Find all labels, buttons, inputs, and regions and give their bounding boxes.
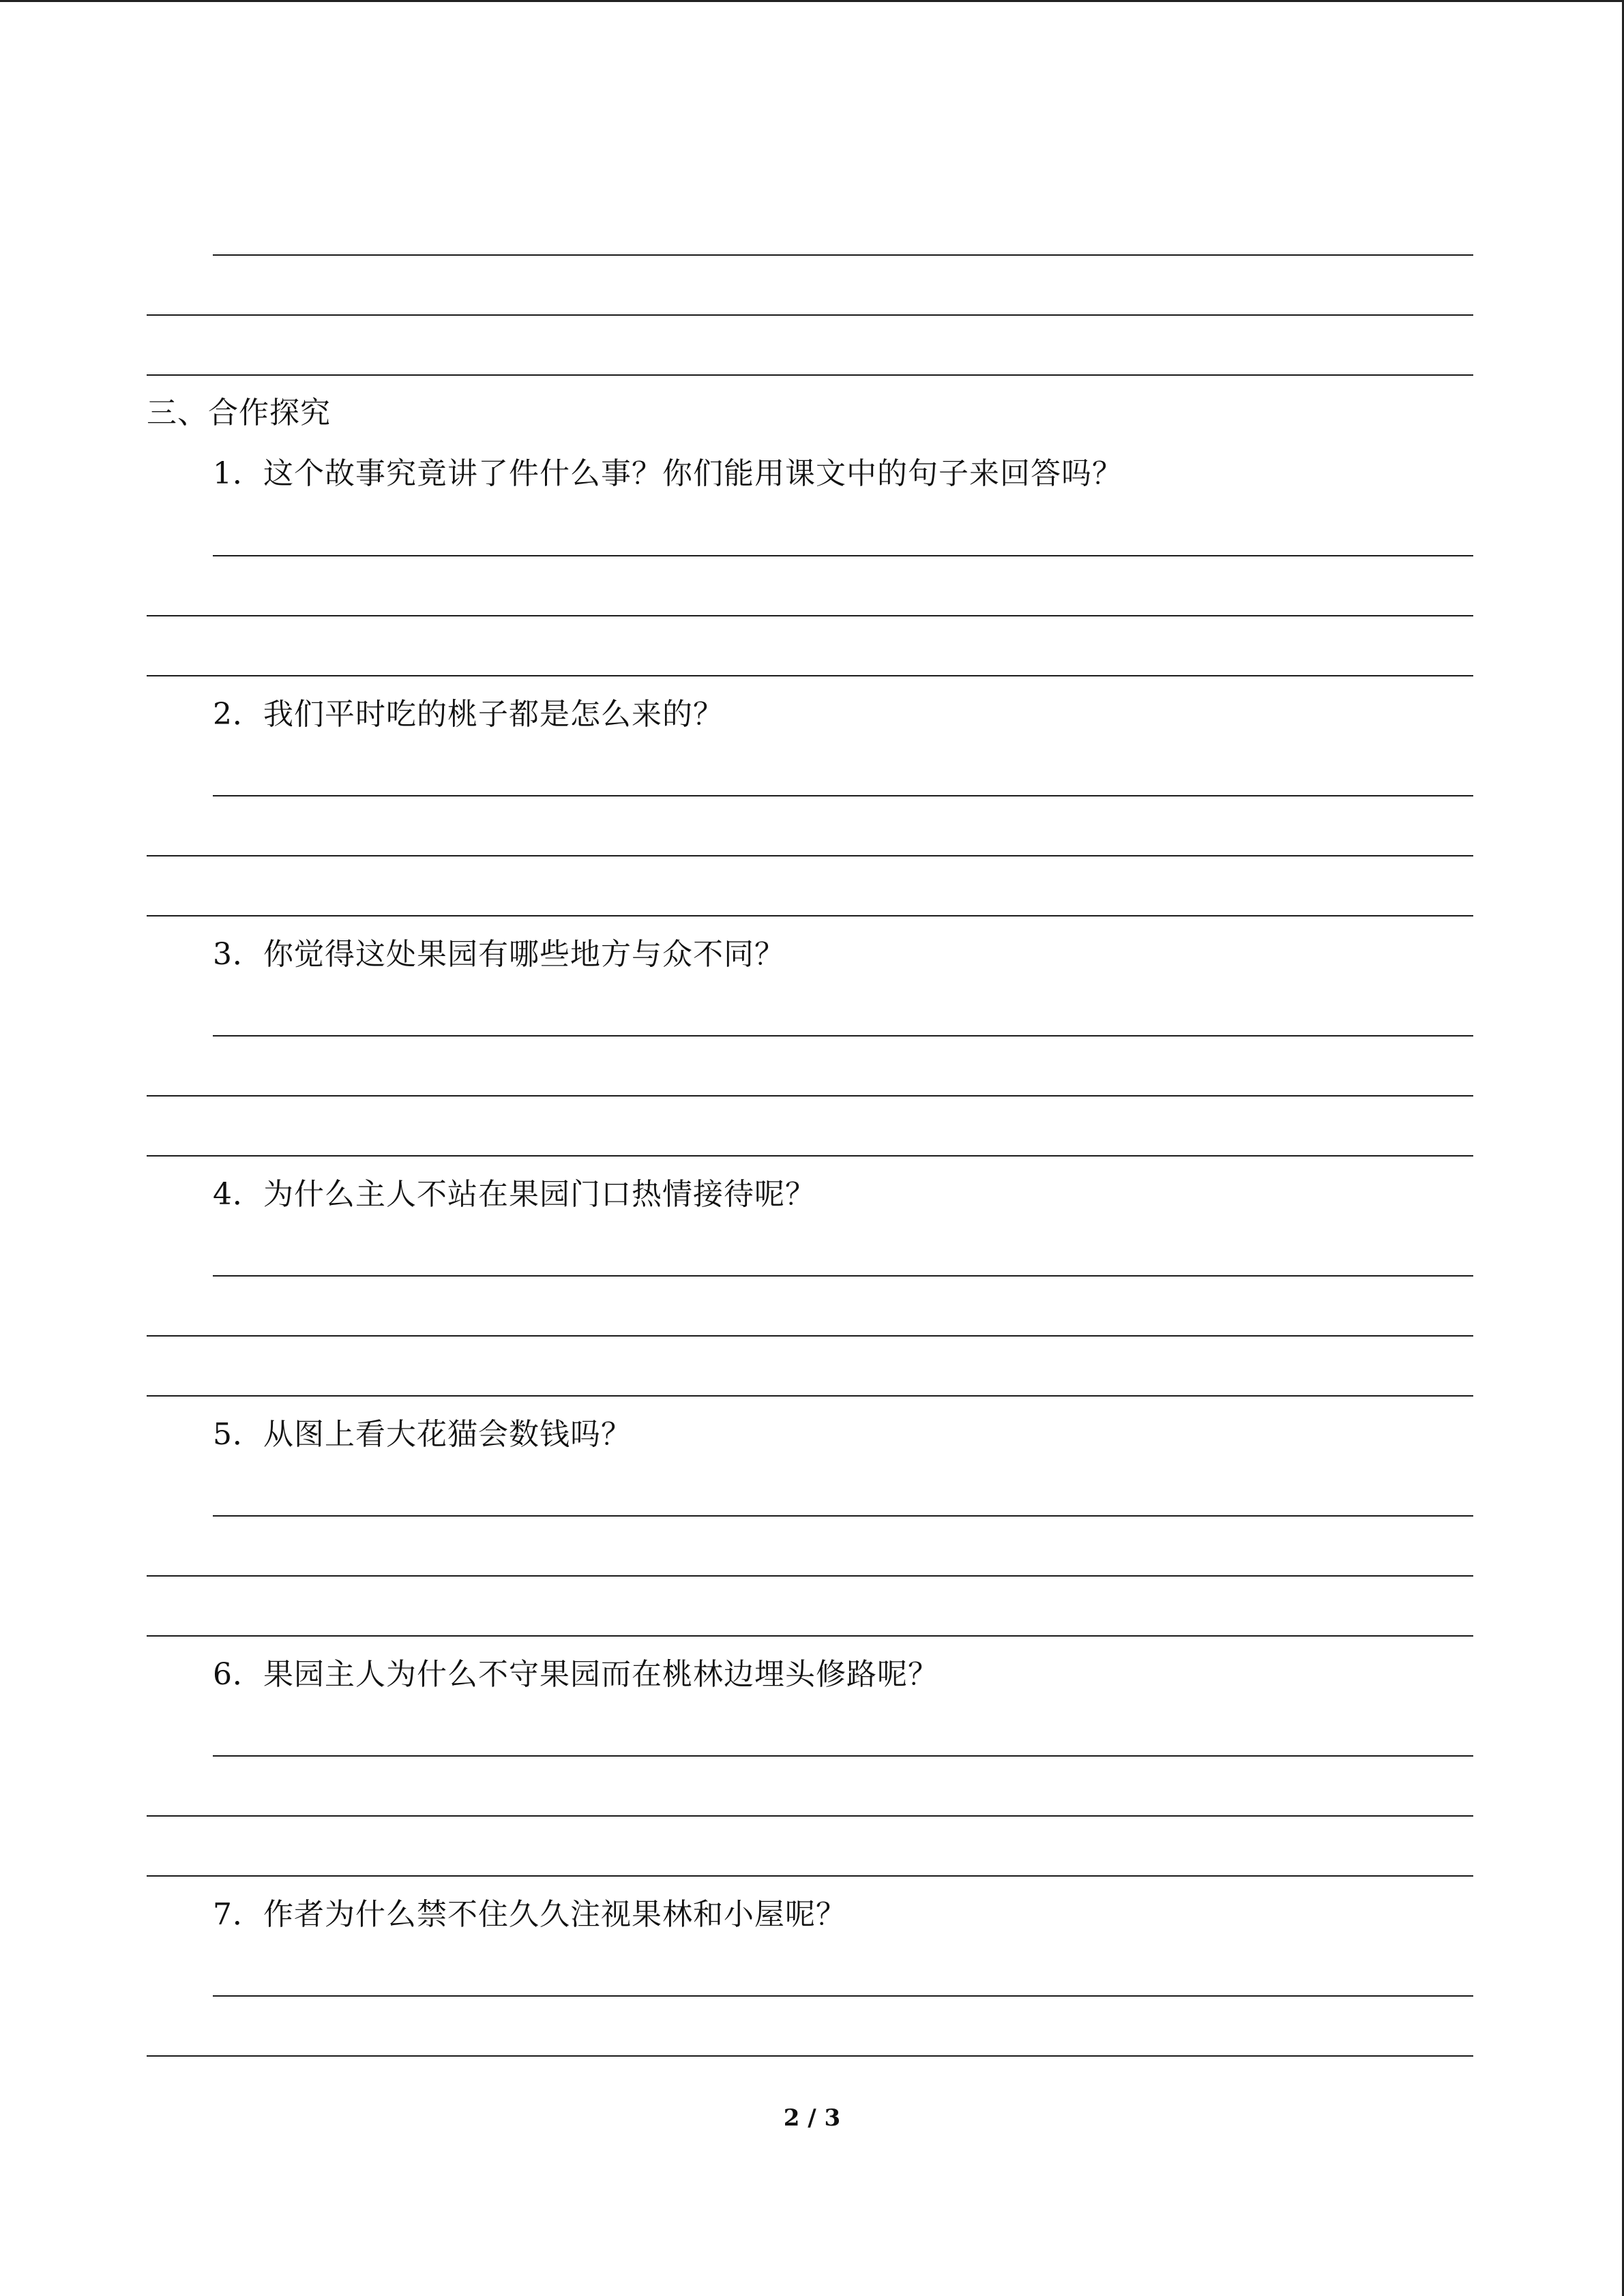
answer-line xyxy=(147,1095,1473,1097)
question-1: 1．这个故事究竟讲了件什么事？你们能用课文中的句子来回答吗？ xyxy=(213,456,1123,491)
answer-line xyxy=(147,1875,1473,1877)
answer-line xyxy=(147,1395,1473,1397)
page-top-border xyxy=(0,0,1624,2)
answer-line xyxy=(147,855,1473,856)
question-5: 5．从图上看大花猫会数钱吗？ xyxy=(213,1417,632,1452)
answer-line xyxy=(213,1035,1473,1037)
answer-line xyxy=(147,615,1473,616)
answer-line xyxy=(213,1275,1473,1277)
answer-line xyxy=(213,1995,1473,1997)
answer-line xyxy=(213,795,1473,796)
section-title: 三、合作探究 xyxy=(147,396,331,430)
question-6: 6．果园主人为什么不守果园而在桃林边埋头修路呢？ xyxy=(213,1657,939,1692)
page-number: 2 / 3 xyxy=(783,2104,841,2132)
answer-line xyxy=(147,1635,1473,1637)
question-4: 4．为什么主人不站在果园门口热情接待呢？ xyxy=(213,1177,816,1212)
answer-line xyxy=(147,2055,1473,2057)
answer-line xyxy=(147,915,1473,916)
answer-line xyxy=(147,1155,1473,1157)
answer-line xyxy=(213,1755,1473,1757)
answer-line xyxy=(147,1815,1473,1817)
question-2: 2．我们平时吃的桃子都是怎么来的？ xyxy=(213,697,724,732)
question-3: 3．你觉得这处果园有哪些地方与众不同？ xyxy=(213,937,785,972)
answer-line xyxy=(213,254,1473,256)
answer-line xyxy=(147,1575,1473,1577)
question-7: 7．作者为什么禁不住久久注视果林和小屋呢？ xyxy=(213,1897,846,1932)
answer-line xyxy=(213,1515,1473,1517)
answer-line xyxy=(147,1335,1473,1337)
answer-line xyxy=(147,675,1473,676)
answer-line xyxy=(213,555,1473,556)
answer-line xyxy=(147,374,1473,376)
answer-line xyxy=(147,314,1473,316)
